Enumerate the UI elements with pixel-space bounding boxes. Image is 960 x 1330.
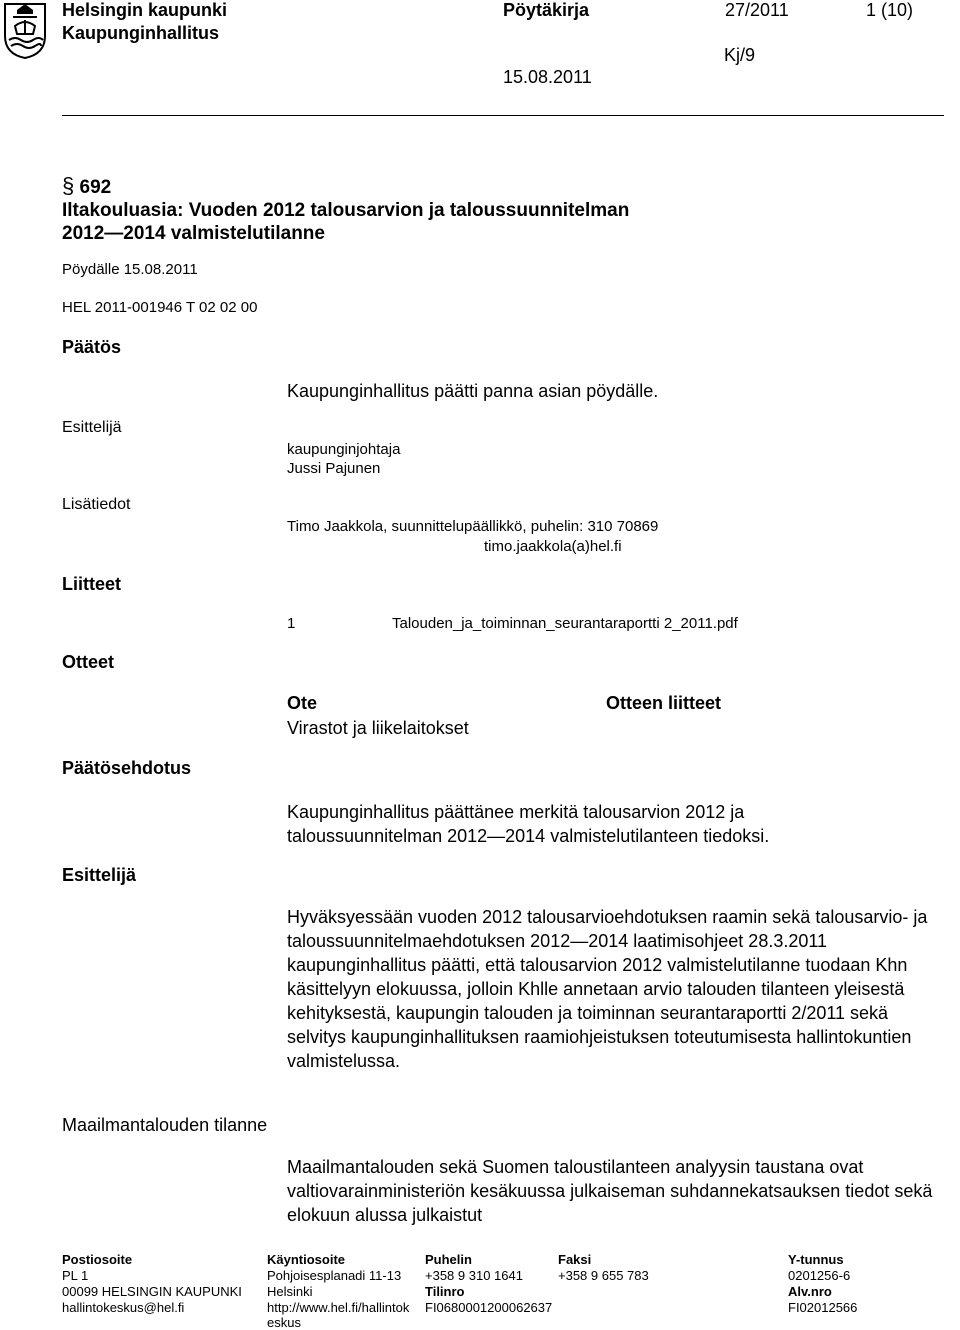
label-presenter: Esittelijä xyxy=(62,419,122,436)
extract-header: Ote xyxy=(287,693,318,713)
item-number: 692 xyxy=(79,177,112,198)
label-more-info: Lisätiedot xyxy=(62,496,131,513)
label-proposal: Päätösehdotus xyxy=(62,758,192,778)
label-presenter-2: Esittelijä xyxy=(62,865,137,885)
footer-fax: +358 9 655 783 xyxy=(558,1268,649,1283)
contact-email[interactable]: timo.jaakkola(a)hel.fi xyxy=(484,538,622,555)
document-type: Pöytäkirja xyxy=(503,0,590,20)
header-divider xyxy=(62,115,944,116)
section-sign-icon: § xyxy=(62,173,75,198)
presenter-paragraph: Hyväksyessään vuoden 2012 talousarvioehdotuksen raamin sekä talousarvio- ja taloussuunnitelmaehdotuksen 2012—2014 laatimisohjeet 28.3.2011 kaupunginhallitus päätti, että talousarvion 2012 valmistelutilanne tuodaan Khn käsittelyyn elokuussa, jolloin Khlle annetaan arvio talouden tilanteen yleisestä kehityksestä, kaupungin talouden ja toiminnan seurantaraportti 2/2011 sekä selvitys kaupunginhallituksen raamiohjeistuksen toteutumisesta hallintokuntien valmistelussa. xyxy=(287,907,928,1071)
footer-account-head: Tilinro xyxy=(425,1284,465,1299)
footer-account: FI0680001200062637 xyxy=(425,1300,553,1315)
footer-postal-head: Postiosoite xyxy=(62,1252,133,1267)
body-name: Kaupunginhallitus xyxy=(62,23,219,43)
footer-fax-head: Faksi xyxy=(558,1252,592,1267)
footer-postal-l2: 00099 HELSINGIN KAUPUNKI xyxy=(62,1284,242,1299)
attachment-file-link[interactable]: Talouden_ja_toiminnan_seurantaraportti 2_2011.pdf xyxy=(392,615,738,632)
footer-visit-l1: Pohjoisesplanadi 11-13 xyxy=(267,1268,402,1283)
city-name: Helsingin kaupunki xyxy=(62,0,228,20)
footer-vat: FI02012566 xyxy=(788,1300,858,1315)
label-decision: Päätös xyxy=(62,337,122,357)
footer-website-link-cont[interactable]: eskus xyxy=(267,1315,301,1330)
extract-recipient: Virastot ja liikelaitokset xyxy=(287,718,469,738)
minutes-number: 27/2011 xyxy=(725,0,789,20)
page-number: 1 (10) xyxy=(866,0,914,20)
world-economy-paragraph: Maailmantalouden sekä Suomen taloustilanteen analyysin taustana ovat valtiovarainministeriön kesäkuussa julkaiseman suhdannekatsauksen tiedot sekä elokuun alussa julkaistut xyxy=(287,1157,933,1225)
extract-attachments-header: Otteen liitteet xyxy=(606,693,722,713)
footer-website-link[interactable]: http://www.hel.fi/hallintok xyxy=(267,1300,410,1315)
footer-phone: +358 9 310 1641 xyxy=(425,1268,523,1283)
contact-person: Timo Jaakkola, suunnittelupäällikkö, puhelin: 310 70869 xyxy=(287,518,659,535)
proposal-line2: taloussuunnitelman 2012—2014 valmistelutilanteen tiedoksi. xyxy=(287,826,770,846)
presenter-title: kaupunginjohtaja xyxy=(287,441,401,458)
item-title-line1: Iltakouluasia: Vuoden 2012 talousarvion ja taloussuunnitelman xyxy=(62,200,630,221)
label-extracts: Otteet xyxy=(62,652,115,672)
decision-text: Kaupunginhallitus päätti panna asian pöydälle. xyxy=(287,381,659,401)
proposal-line1: Kaupunginhallitus päättänee merkitä talousarvion 2012 ja xyxy=(287,802,745,822)
footer-business-id: 0201256-6 xyxy=(788,1268,851,1283)
tabled-date: Pöydälle 15.08.2011 xyxy=(62,261,198,278)
footer-postal-l1: PL 1 xyxy=(62,1268,89,1283)
footer-business-id-head: Y-tunnus xyxy=(788,1252,844,1267)
presenter-name: Jussi Pajunen xyxy=(287,460,381,477)
meeting-date: 15.08.2011 xyxy=(503,67,592,87)
diary-number: HEL 2011-001946 T 02 02 00 xyxy=(62,299,258,316)
section-code: Kj/9 xyxy=(724,45,756,65)
label-world-economy: Maailmantalouden tilanne xyxy=(62,1115,268,1135)
attachment-number: 1 xyxy=(287,615,296,632)
footer-visit-l2: Helsinki xyxy=(267,1284,313,1299)
footer-phone-head: Puhelin xyxy=(425,1252,472,1267)
footer-email[interactable]: hallintokeskus@hel.fi xyxy=(62,1300,185,1315)
city-crest-logo xyxy=(3,2,47,60)
item-number-line xyxy=(62,174,111,200)
footer-visit-head: Käyntiosoite xyxy=(267,1252,346,1267)
item-title-line2: 2012—2014 valmistelutilanne xyxy=(62,223,325,244)
footer-vat-head: Alv.nro xyxy=(788,1284,832,1299)
label-attachments: Liitteet xyxy=(62,574,122,594)
